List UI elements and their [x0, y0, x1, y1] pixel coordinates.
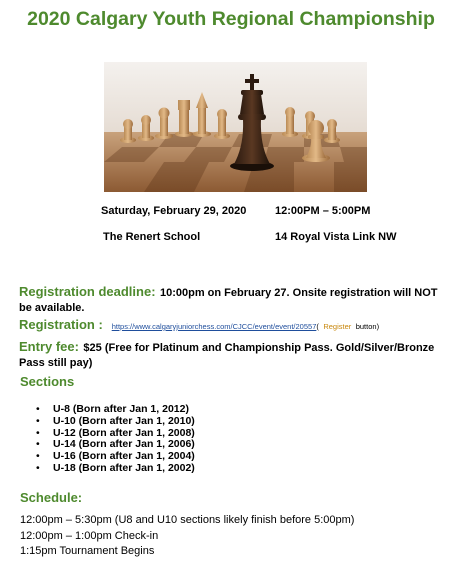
section-item: • U-8 (Born after Jan 1, 2012) [36, 404, 195, 416]
entry-fee-label: Entry fee: [19, 339, 79, 354]
schedule-heading: Schedule: [20, 490, 83, 505]
event-date: Saturday, February 29, 2020 [101, 205, 247, 217]
schedule-line: 12:00pm – 5:30pm (U8 and U10 sections likely finish before 5:00pm) [20, 514, 355, 526]
section-item: • U-18 (Born after Jan 1, 2002) [36, 463, 195, 475]
event-time: 12:00PM – 5:00PM [275, 205, 371, 217]
registration-open-paren: ( [316, 322, 319, 331]
section-item: • U-12 (Born after Jan 1, 2008) [36, 428, 195, 440]
event-address: 14 Royal Vista Link NW [275, 231, 397, 243]
entry-fee-text: $25 (Free for Platinum and Championship Pass. Gold/Silver/Bronze Pass still pay) [19, 342, 435, 369]
chess-pieces-image [104, 62, 367, 192]
register-button-text: button) [355, 322, 380, 331]
registration-deadline-text: 10:00pm on February 27. Onsite registration will NOT be available. [19, 287, 438, 314]
section-item: • U-16 (Born after Jan 1, 2004) [36, 451, 195, 463]
entry-fee [19, 340, 444, 370]
register-word: Register [323, 322, 352, 331]
schedule-list [20, 513, 354, 560]
page-title: 2020 Calgary Youth Regional Championship [27, 8, 435, 30]
sections-list [36, 404, 195, 475]
schedule-line: 12:00pm – 1:00pm Check-in [20, 529, 159, 542]
registration-deadline-label: Registration deadline: [19, 284, 156, 299]
sections-heading: Sections [20, 374, 75, 389]
schedule-line: 1:15pm Tournament Begins [20, 545, 155, 557]
registration-label: Registration : [19, 317, 103, 332]
section-item: • U-10 (Born after Jan 1, 2010) [36, 416, 195, 428]
registration-row [19, 318, 444, 334]
registration-deadline [19, 285, 444, 315]
section-item: • U-14 (Born after Jan 1, 2006) [36, 439, 195, 451]
registration-link[interactable]: https://www.calgaryjuniorchess.com/CJCC/event/event/20557 [111, 322, 317, 331]
event-venue: The Renert School [103, 231, 201, 243]
